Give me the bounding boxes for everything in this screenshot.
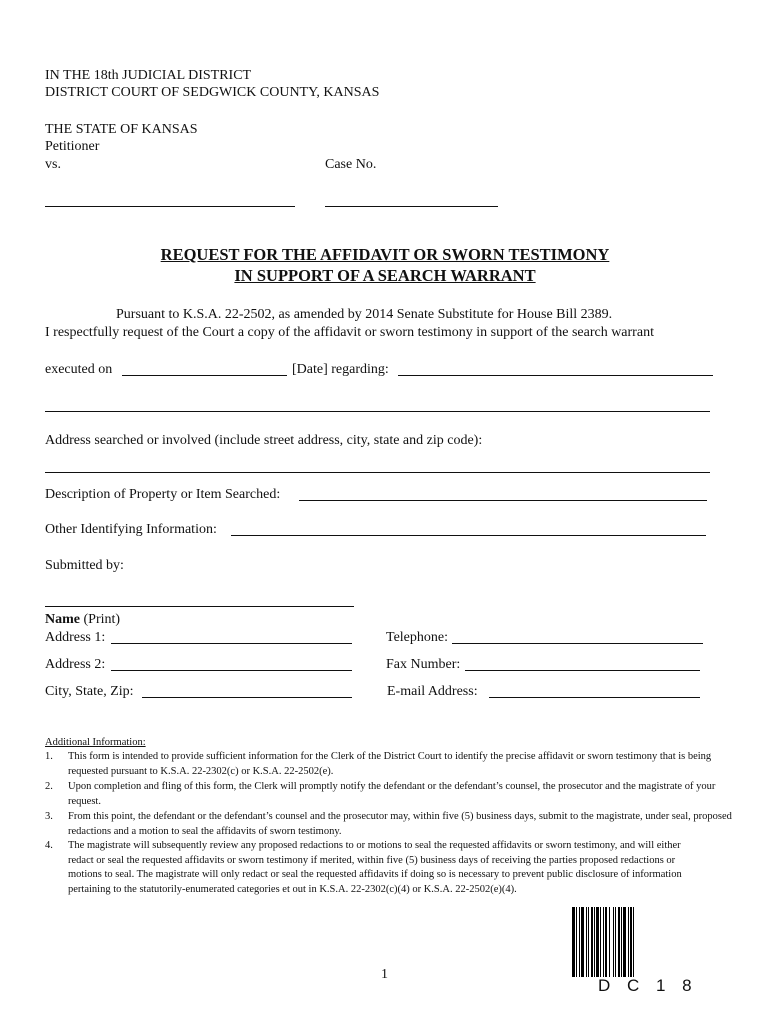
barcode-bar [623,907,626,977]
barcode-bar [594,907,595,977]
barcode-bar [609,907,610,977]
barcode-bar [581,907,584,977]
form-code: D C 1 8 [598,976,698,995]
page-number: 1 [381,967,388,982]
city-state-zip-label: City, State, Zip: [45,684,134,699]
name-print-label [45,611,120,628]
regarding-field[interactable] [398,375,713,376]
info-item-number: 3. [45,811,53,822]
barcode-bar [588,907,589,977]
email-field[interactable] [489,697,700,698]
info-item-1 [45,750,735,780]
email-label: E-mail Address: [387,684,478,699]
barcode-bar [572,907,575,977]
barcode-bar [633,907,634,977]
address1-label: Address 1: [45,630,106,645]
barcode-bar [586,907,587,977]
title-line-2: IN SUPPORT OF A SEARCH WARRANT [234,266,536,285]
address-searched-label: Address searched or involved (include street address, city, state and zip code): [45,433,483,448]
vs-label: vs. [45,157,61,172]
date-regarding-label: [Date] regarding: [292,362,389,377]
info-item-number: 1. [45,751,53,762]
info-item-2 [45,780,735,810]
executed-on-label: executed on [45,362,113,377]
name-label: Name [45,612,80,627]
title-line-1: REQUEST FOR THE AFFIDAVIT OR SWORN TESTIMONY [160,245,610,264]
info-item-text: Upon completion and fling of this form, the Clerk will promptly notify the defendant or the defendant’s counsel, the prosecutor and the magistrate of your request. [68,781,716,807]
petitioner-label: Petitioner [45,139,100,154]
barcode [572,907,680,977]
regarding-continued-field[interactable] [45,411,710,412]
fax-label: Fax Number: [386,657,461,672]
barcode-bar [576,907,577,977]
submitted-by-label: Submitted by: [45,558,124,573]
info-item-3 [45,810,735,840]
case-no-field[interactable] [325,206,498,207]
address2-label: Address 2: [45,657,106,672]
barcode-bar [615,907,616,977]
address-searched-field[interactable] [45,472,710,473]
barcode-bar [603,907,604,977]
barcode-bar [605,907,607,977]
barcode-bar [596,907,599,977]
additional-info-heading: Additional Information: [45,737,146,748]
other-info-field[interactable] [231,535,706,536]
info-item-4 [45,839,735,914]
pursuant-text: Pursuant to K.S.A. 22-2502, as amended by 2014 Senate Substitute for House Bill 2389. [116,307,613,322]
print-label: (Print) [83,612,121,627]
info-item-text: From this point, the defendant or the defendant’s counsel and the prosecutor may, within five (5) business days, submit to the magistrate, under seal, proposed redactions and a motion to seal the affidavits of sworn testimony. [68,811,732,837]
request-text: I respectfully request of the Court a copy of the affidavit or sworn testimony in support of the search warrant [45,325,654,340]
description-label: Description of Property or Item Searched: [45,487,281,502]
description-field[interactable] [299,500,707,501]
court-line-2: DISTRICT COURT OF SEDGWICK COUNTY, KANSAS [45,85,380,100]
address1-field[interactable] [111,643,352,644]
info-item-text: The magistrate will subsequently review any proposed redactions to or motions to seal the requested affidavits or sworn testimony, and will either redact or seal the requested affidavits or sworn testimony if merited, within five (5) business days of receiving the parties proposed redactions or motions to seal. The magistrate will only redact or seal the requested affidavits if doing so is necessary to prevent public disclosure of information pertaining to the statutorily-enumerated categories et out in K.S.A. 22-2302(c)(4) or K.S.A. 22-2502(e)(4). [68,840,682,895]
barcode-bar [628,907,629,977]
defendant-name-field[interactable] [45,206,295,207]
barcode-bar [621,907,622,977]
signature-field[interactable] [45,606,354,607]
barcode-bar [591,907,593,977]
case-no-label: Case No. [325,157,377,172]
court-line-1: IN THE 18th JUDICIAL DISTRICT [45,68,252,83]
barcode-bar [613,907,614,977]
other-info-label: Other Identifying Information: [45,522,217,537]
info-item-number: 2. [45,781,53,792]
telephone-label: Telephone: [386,630,448,645]
barcode-bar [600,907,601,977]
telephone-field[interactable] [452,643,703,644]
barcode-bar [579,907,580,977]
executed-date-field[interactable] [122,375,287,376]
info-item-text: This form is intended to provide sufficient information for the Clerk of the District Court to identify the precise affidavit or sworn testimony that is being requested pursuant to K.S.A. 22-2302(c) or K.S.A. 22-2502(e). [68,751,712,777]
petitioner-name: THE STATE OF KANSAS [45,122,198,137]
barcode-bar [630,907,632,977]
address2-field[interactable] [111,670,352,671]
fax-field[interactable] [465,670,700,671]
info-item-number: 4. [45,840,53,851]
city-state-zip-field[interactable] [142,697,352,698]
barcode-bar [618,907,620,977]
